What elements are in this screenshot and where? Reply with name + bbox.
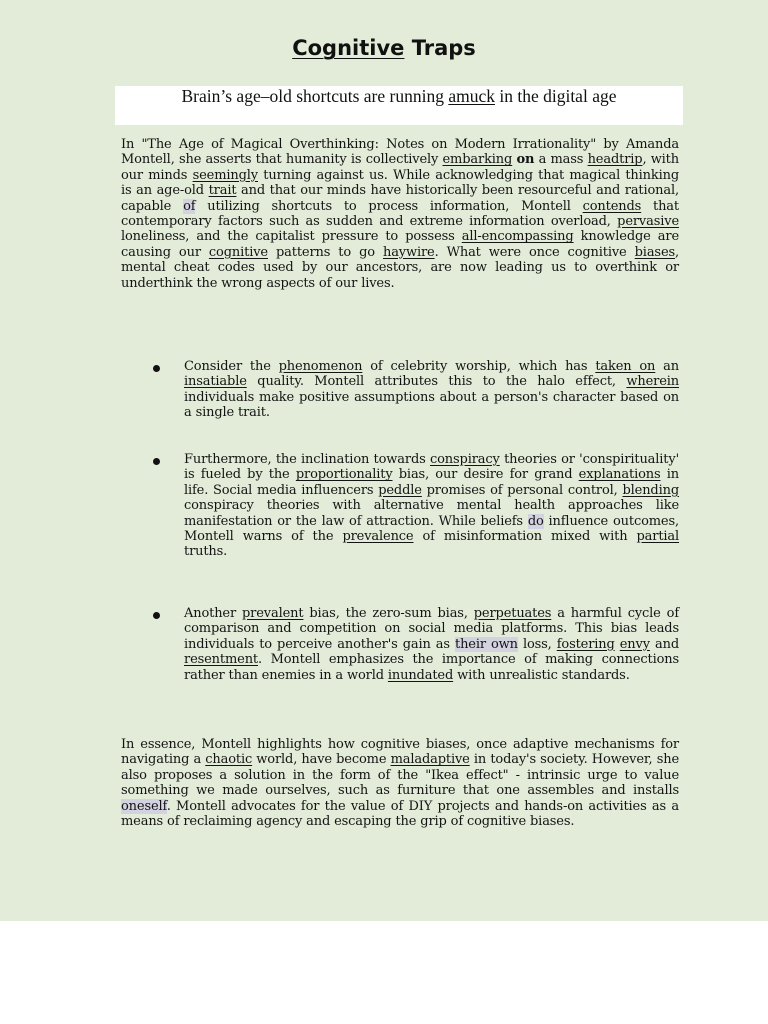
text: influence outcomes, Montell warns of the bbox=[184, 513, 679, 545]
vocab-perpetuates: perpetuates bbox=[473, 606, 552, 621]
subtitle bbox=[115, 86, 683, 125]
bullet-point-icon bbox=[153, 612, 160, 619]
vocab-insatiable: insatiable bbox=[184, 374, 247, 390]
text: conspiracy theories with alternative mental health approaches like manifestation or the law of attraction. While beliefs bbox=[184, 498, 679, 529]
bullet-item-halo-effect bbox=[184, 359, 679, 421]
conclusion-paragraph bbox=[121, 737, 679, 829]
text: . Montell advocates for the value of DIY projects and hands-on activities as a means of reclaiming agency and escaping the grip of cognitive biases. bbox=[121, 798, 679, 830]
vocab-trait: trait bbox=[208, 183, 237, 199]
text: Another bbox=[184, 606, 242, 621]
text: of misinformation mixed with bbox=[413, 529, 637, 545]
text: with unrealistic standards. bbox=[453, 667, 630, 683]
text: world, have become bbox=[252, 752, 391, 768]
vocab-fostering: fostering bbox=[556, 636, 615, 652]
text: . What were once cognitive bbox=[434, 244, 635, 260]
vocab-amuck: amuck bbox=[448, 86, 495, 106]
text: truths. bbox=[184, 544, 228, 560]
text: . Montell emphasizes the importance of making connections rather than enemies in a world bbox=[184, 652, 679, 683]
vocab-proportionality: proportionality bbox=[295, 467, 393, 483]
text: that contemporary factors such as sudden and extreme information overload, bbox=[121, 198, 679, 230]
title-rest: Traps bbox=[404, 36, 476, 60]
text: of celebrity worship, which has bbox=[362, 359, 596, 374]
text: , with our minds bbox=[121, 152, 679, 183]
vocab-partial: partial bbox=[636, 529, 680, 545]
bullet-item-conspiracy bbox=[184, 452, 679, 560]
title-underlined-word: Cognitive bbox=[292, 36, 405, 60]
text: in today's society. However, she also proposes a solution in the form of the "Ikea effect" - intrinsic urge to value something we made ourselves, such as furniture that one assembles and installs bbox=[121, 752, 679, 799]
text: Consider the bbox=[184, 359, 279, 374]
bullet-item-zero-sum bbox=[184, 606, 679, 683]
intro-paragraph bbox=[121, 137, 679, 291]
bullet-point-icon bbox=[153, 458, 160, 465]
text: bias, the zero-sum bias, bbox=[303, 606, 474, 621]
subtitle-text-end: in the digital age bbox=[494, 86, 617, 106]
vocab-contends: contends bbox=[582, 198, 642, 214]
text: individuals make positive assumptions about a person's character based on a single trait. bbox=[184, 389, 679, 421]
text: in life. Social media influencers bbox=[184, 467, 679, 498]
highlight-do: do bbox=[527, 513, 544, 529]
text: theories or 'conspirituality' is fueled by the bbox=[184, 452, 679, 483]
vocab-prevalent: prevalent bbox=[242, 606, 304, 621]
vocab-explanations: explanations bbox=[578, 467, 661, 483]
vocab-maladaptive: maladaptive bbox=[390, 752, 470, 768]
vocab-chaotic: chaotic bbox=[205, 752, 253, 768]
text: patterns to go bbox=[267, 244, 383, 260]
vocab-taken-on: taken on bbox=[595, 359, 656, 374]
highlight-of: of bbox=[183, 198, 196, 214]
text: knowledge are causing our bbox=[121, 229, 679, 260]
subtitle-text: Brain’s age–old shortcuts are running bbox=[181, 86, 449, 106]
vocab-blending: blending bbox=[622, 482, 679, 498]
text: and bbox=[649, 636, 679, 652]
vocab-seemingly: seemingly bbox=[192, 167, 258, 183]
text: loneliness, and the capitalist pressure to possess bbox=[121, 229, 462, 245]
text: turning against us. While acknowledging that magical thinking is an age-old bbox=[121, 167, 680, 199]
vocab-inundated: inundated bbox=[387, 667, 454, 683]
vocab-haywire: haywire bbox=[382, 244, 435, 260]
vocab-phenomenon: phenomenon bbox=[278, 359, 363, 374]
vocab-prevalence: prevalence bbox=[342, 529, 414, 545]
vocab-peddle: peddle bbox=[378, 482, 422, 498]
page-title bbox=[0, 36, 768, 60]
bold-on: on bbox=[516, 152, 535, 168]
vocab-biases: biases bbox=[634, 244, 676, 260]
text: bias, our desire for grand bbox=[392, 467, 579, 483]
text: and that our minds have historically been resourceful and rational, capable bbox=[121, 183, 679, 214]
text: loss, bbox=[517, 636, 557, 652]
vocab-cognitive: cognitive bbox=[208, 244, 268, 260]
bullet-point-icon bbox=[153, 365, 160, 372]
text: an bbox=[655, 359, 679, 374]
text: promises of personal control, bbox=[421, 482, 623, 498]
vocab-pervasive: pervasive bbox=[617, 214, 679, 230]
text: utilizing shortcuts to process information, Montell bbox=[195, 198, 583, 214]
text: quality. Montell attributes this to the halo effect, bbox=[246, 374, 627, 390]
vocab-resentment: resentment bbox=[184, 652, 258, 668]
vocab-wherein: wherein bbox=[626, 374, 679, 390]
text: In essence, Montell highlights how cognitive biases, once adaptive mechanisms for navigating a bbox=[121, 737, 679, 768]
text: a mass bbox=[534, 152, 588, 168]
text: Furthermore, the inclination towards bbox=[184, 452, 430, 467]
vocab-conspiracy: conspiracy bbox=[430, 452, 500, 467]
vocab-headtrip: headtrip bbox=[587, 152, 643, 168]
vocab-all-encompassing: all-encompassing bbox=[461, 229, 574, 245]
highlight-their-own: their own bbox=[455, 636, 518, 652]
vocab-embarking: embarking bbox=[442, 152, 513, 168]
highlight-oneself: oneself bbox=[121, 798, 167, 814]
vocab-envy: envy bbox=[619, 636, 650, 652]
text: a harmful cycle of comparison and competition on social media platforms. This bias leads individuals to perceive another's gain as bbox=[184, 606, 679, 652]
text: In "The Age of Magical Overthinking: Notes on Modern Irrationality" by Amanda Montell, she asserts that humanity is collectively bbox=[121, 137, 679, 168]
text: , mental cheat codes used by our ancestors, are now leading us to overthink or underthink the wrong aspects of our lives. bbox=[121, 244, 679, 291]
